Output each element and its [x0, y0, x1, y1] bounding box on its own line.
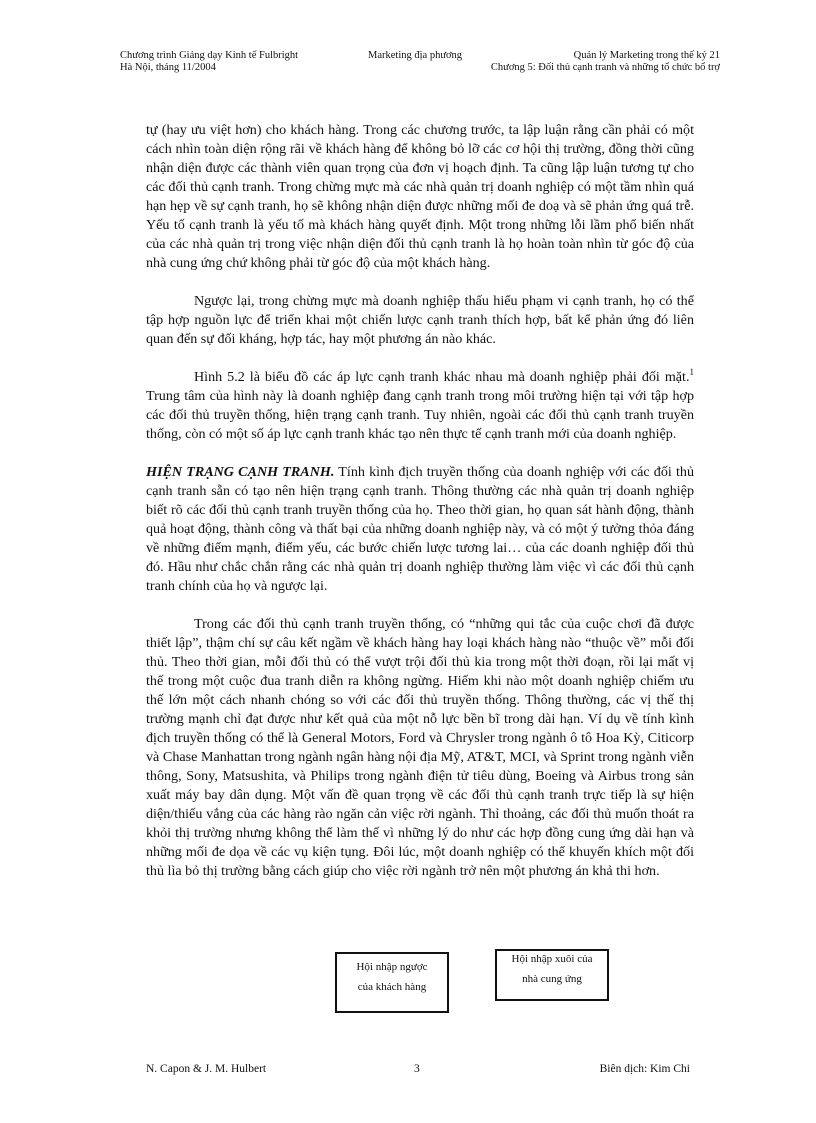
- page-header: [120, 50, 720, 74]
- figure-box-left-line1: Hội nhập ngược: [356, 960, 428, 973]
- body-text: [146, 121, 694, 881]
- paragraph-3: [146, 368, 694, 444]
- header-course: Marketing địa phương: [368, 50, 463, 61]
- footer-translator: Biên dịch: Kim Chi: [599, 1063, 690, 1075]
- page-footer: [146, 1062, 690, 1076]
- header-book-title: Quản lý Marketing trong thế kỷ 21: [573, 50, 720, 61]
- header-row-bottom: [120, 62, 720, 74]
- section-heading: HIỆN TRẠNG CẠNH TRANH.: [146, 464, 335, 480]
- figure-box-left-label: [356, 960, 427, 1006]
- footer-authors: N. Capon & J. M. Hulbert: [146, 1063, 267, 1075]
- footnote-ref-1[interactable]: 1: [689, 367, 694, 377]
- paragraph-5: Trong các đối thủ cạnh tranh truyền thống, có “những qui tắc của cuộc chơi đã được thiết lập”, thậm chí sự câu kết ngầm về khách hàng hay loại khách hàng nào “thuộc về” mỗi đối thủ. Theo thời gian, mỗi đối thủ có thể vượt trội đối thủ kia trong một thời đoạn, rồi lại mất vị thế trong một cuộc đua tranh diễn ra không ngừng. Hiếm khi nào một doanh nghiệp chiếm ưu thế lớn một cách nhanh chóng so với các đối thủ truyền thống. Thông thường, các vị thế thị trường mạnh chỉ đạt được như kết quả của một nỗ lực bền bĩ trong dài hạn. Ví dụ về tính kình địch truyền thống có thể là General Motors, Ford và Chrysler trong ngành ô tô Hoa Kỳ, Citicorp và Chase Manhattan trong ngành ngân hàng nội địa Mỹ, AT&T, MCI, và Sprint trong ngành viễn thông, Sony, Matsushita, và Philips trong ngành điện tử tiêu dùng, Boeing và Airbus trong sản xuất máy bay dân dụng. Một vấn đề quan trọng về các đối thủ cạnh tranh trực tiếp là sự hiện diện/thiếu vắng của các hàng rào ngăn cản việc rời ngành. Thỉ thoảng, các đối thủ muốn thoát ra khỏi thị trường nhưng không thể làm thế vì những lý do như các hợp đồng cung ứng dài hạn và những mối đe dọa về các vụ kiện tụng. Đôi lúc, một doanh nghiệp có thể khuyến khích một đối thủ lìa bỏ thị trường bằng cách giúp cho việc rời ngành trở nên một phương án khả thi hơn.: [146, 616, 694, 879]
- paragraph-3-start: Hình 5.2 là biểu đồ các áp lực cạnh tranh khác nhau mà doanh nghiệp phải đối mặt.: [194, 369, 690, 385]
- header-chapter: Chương 5: Đối thủ cạnh tranh và những tổ chức bổ trợ: [490, 62, 720, 73]
- paragraph-4-text: Tính kình địch truyền thống của doanh nghiệp với các đối thủ cạnh tranh sẵn có tạo nên hiện trạng cạnh tranh. Thông thường các nhà quản trị doanh nghiệp biết rõ các đối thủ cạnh tranh truyền thống của họ. Theo thời gian, họ quan sát hành động, thành quả hoạt động, thành công và thất bại của những doanh nghiệp này, và có một ý tưởng thỏa đáng về những điểm mạnh, điểm yếu, các bước chiến lược tương lai… của các doanh nghiệp đối thủ đó. Hầu như chắc chắn rằng các nhà quản trị doanh nghiệp thường làm việc vì các đối thủ cạnh tranh chính của họ và ngược lại.: [146, 464, 694, 594]
- figure-box-right-line1: Hội nhập xuôi của: [511, 953, 593, 965]
- header-row-top: [120, 50, 720, 62]
- figure-box-left-line2: của khách hàng: [357, 980, 427, 993]
- header-program: Chương trình Giảng dạy Kinh tế Fulbright: [120, 50, 299, 61]
- paragraph-4: [146, 463, 694, 596]
- paragraph-3-rest: Trung tâm của hình này là doanh nghiệp đang cạnh tranh trong môi trường hiện tại với tập hợp các đối thủ truyền thống, hiện trạng cạnh tranh. Tuy nhiên, ngoài các đối thủ cạnh tranh truyền thống, còn có một số áp lực cạnh tranh khác tạo nên thực tế cạnh tranh mới của doanh nghiệp.: [146, 388, 694, 442]
- figure-box-customer-backward-integration: [335, 952, 449, 1013]
- figure-box-supplier-forward-integration: [495, 949, 609, 1001]
- footer-page-number: 3: [414, 1063, 420, 1075]
- paragraph-2: Ngược lại, trong chừng mực mà doanh nghiệp thấu hiểu phạm vi cạnh tranh, họ có thể tập hợp nguồn lực để triển khai một chiến lược cạnh tranh thích hợp, bất kể phản ứng đó liên quan đến sự đối kháng, hợp tác, hay một phương án nào khác.: [146, 293, 694, 347]
- paragraph-1: tự (hay ưu việt hơn) cho khách hàng. Trong các chương trước, ta lập luận rằng cần phải có một cách nhìn toàn diện rộng rãi về khách hàng để không bỏ lỡ các cơ hội thị trường, đồng thời cũng nhận diện được các thành viên quan trọng của đơn vị hoạch định. Ta cũng lập luận tương tự cho các đối thủ cạnh tranh. Trong chừng mực mà các nhà quản trị doanh nghiệp có một tầm nhìn quá hạn hẹp về sự cạnh tranh, họ sẽ không nhận diện được những mối đe doạ và sẽ phản ứng quá trễ. Yếu tố cạnh tranh là yếu tố mà khách hàng quyết định. Một trong những lỗi lầm phổ biến nhất của các nhà quản trị trong việc nhận diện đối thủ cạnh tranh là họ hoàn toàn nhìn từ góc độ của nhà cung ứng chứ không phải từ góc độ của một khách hàng.: [146, 122, 694, 271]
- figure-box-right-label: [512, 952, 593, 998]
- figure-box-right-line2: nhà cung ứng: [522, 973, 582, 985]
- header-date: Hà Nội, tháng 11/2004: [120, 62, 216, 73]
